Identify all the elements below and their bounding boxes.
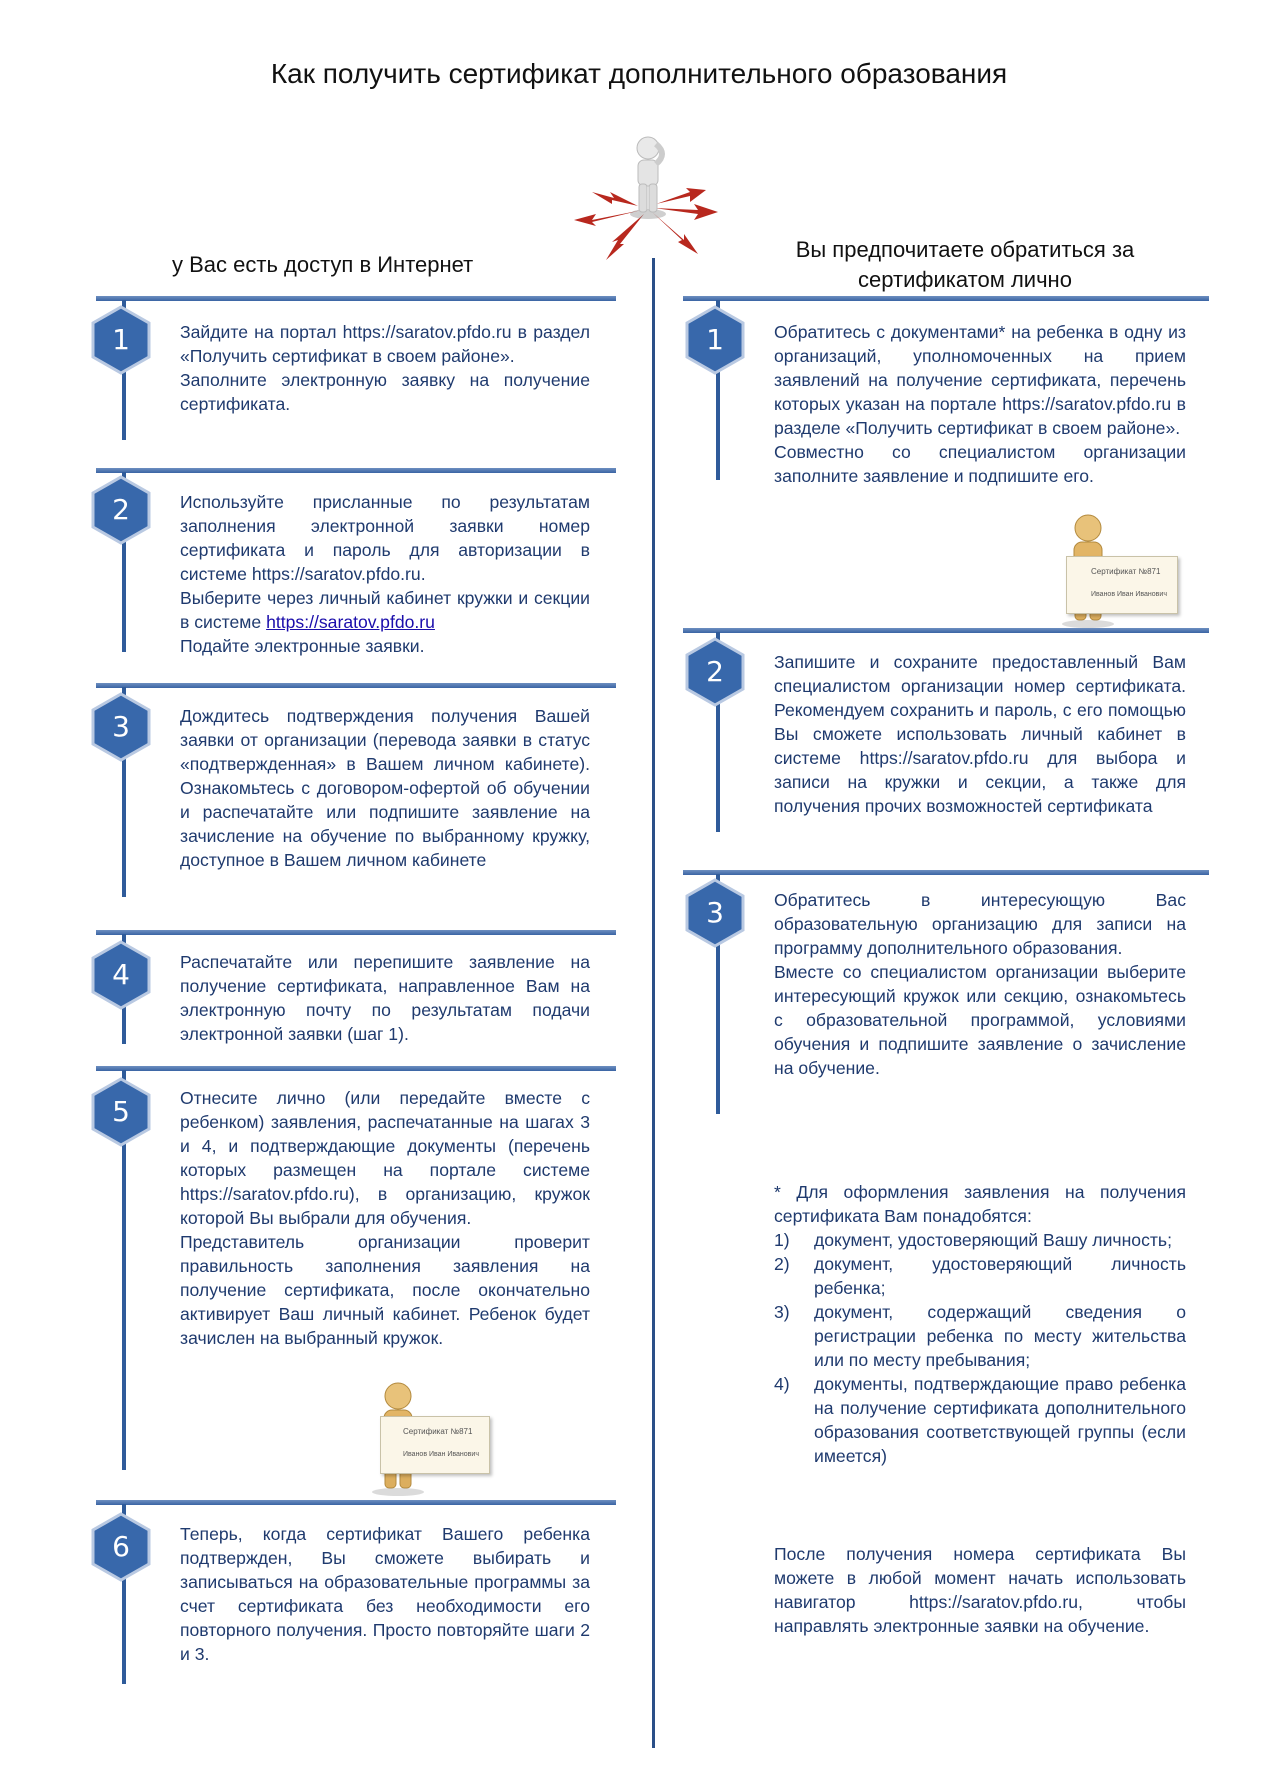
step-number-badge xyxy=(90,940,152,1010)
left-step-4-text xyxy=(180,950,590,1046)
right-step-2-text xyxy=(774,650,1186,818)
step-paragraph: Подайте электронные заявки. xyxy=(180,636,425,656)
step-number-badge xyxy=(90,1077,152,1147)
section-divider xyxy=(96,683,616,688)
step-number-badge xyxy=(90,692,152,762)
left-column-heading: у Вас есть доступ в Интернет xyxy=(172,252,474,277)
section-divider xyxy=(96,930,616,935)
section-divider xyxy=(96,1500,616,1505)
left-step-3-text xyxy=(180,704,590,872)
section-divider xyxy=(96,296,616,301)
step-paragraph: Отнесите лично (или передайте вместе с ребенком) заявления, распечатанные на шагах 3 и 4, и подтверждающие документы (перечень которых размещен на портале системе https://saratov.pfdo.ru), в организацию, кружок которой Вы выбрали для обучения. xyxy=(180,1088,590,1228)
certificate-title: Сертификат №871 xyxy=(1091,567,1161,576)
step-paragraph: Дождитесь подтверждения получения Вашей заявки от организации (перевода заявки в статус «подтвержденная» в Вашем личном кабинете). Ознакомьтесь с договором-офертой об обучении и распечатайте или подпишите заявление на зачисление на обучение по выбранному кружку, доступное в Вашем личном кабинете xyxy=(180,706,590,870)
documents-list xyxy=(774,1228,1186,1468)
step-number-badge xyxy=(90,305,152,375)
certificate-title: Сертификат №871 xyxy=(403,1427,473,1436)
step-paragraph: Распечатайте или перепишите заявление на получение сертификата, направленное Вам на электронную почту по результатам подачи электронной заявки (шаг 1). xyxy=(180,952,590,1044)
left-step-2-text xyxy=(180,490,590,658)
step-number-badge xyxy=(684,878,746,948)
documents-note xyxy=(774,1180,1186,1468)
step-number: 4 xyxy=(112,958,130,991)
step-number-badge xyxy=(90,1512,152,1582)
portal-link[interactable]: https://saratov.pfdo.ru xyxy=(266,612,435,632)
step-number: 6 xyxy=(112,1530,130,1563)
section-divider xyxy=(683,296,1209,301)
step-paragraph: Теперь, когда сертификат Вашего ребенка подтвержден, Вы сможете выбирать и записываться на образовательные программы за счет сертификата без необходимости его повторного получения. Просто повторяйте шаги 2 и 3. xyxy=(180,1524,590,1664)
left-step-6-text xyxy=(180,1522,590,1666)
step-number: 2 xyxy=(112,493,130,526)
section-divider xyxy=(96,1066,616,1071)
step-number-badge xyxy=(684,305,746,375)
right-step-1-text xyxy=(774,320,1186,488)
right-step-3-text xyxy=(774,888,1186,1080)
step-paragraph: Зайдите на портал https://saratov.pfdo.ru в раздел «Получить сертификат в своем районе». xyxy=(180,322,590,366)
left-step-1-text xyxy=(180,320,590,416)
section-divider xyxy=(683,628,1209,633)
step-paragraph: Выберите через личный кабинет кружки и секции в системе xyxy=(180,588,590,632)
section-divider xyxy=(96,468,616,473)
list-item: 2) документ, удостоверяющий личность ребенка; xyxy=(774,1254,1186,1298)
step-number: 3 xyxy=(112,710,130,743)
thinking-person-icon xyxy=(572,132,722,264)
certificate-card xyxy=(1066,556,1178,614)
certificate-owner: Иванов Иван Иванович xyxy=(1091,591,1167,598)
list-item: 3) документ, содержащий сведения о регистрации ребенка по месту жительства или по месту пребывания; xyxy=(774,1302,1186,1370)
section-divider xyxy=(683,870,1209,875)
certificate-card xyxy=(380,1416,490,1474)
step-number: 3 xyxy=(706,896,724,929)
note-intro: * Для оформления заявления на получения сертификата Вам понадобятся: xyxy=(774,1182,1186,1226)
list-item: 4) документы, подтверждающие право ребенка на получение сертификата дополнительного образования соответствующей группы (если имеется) xyxy=(774,1374,1186,1466)
step-number: 1 xyxy=(706,323,724,356)
step-number: 1 xyxy=(112,323,130,356)
step-number-badge xyxy=(90,475,152,545)
step-paragraph: Совместно со специалистом организации заполните заявление и подпишите его. xyxy=(774,442,1186,486)
step-paragraph: Используйте присланные по результатам заполнения электронной заявки номер сертификата и пароль для авторизации в системе https://saratov.pfdo.ru. xyxy=(180,492,590,584)
step-paragraph: Представитель организации проверит правильность заполнения заявления на получение сертификата, после окончательно активирует Ваш личный кабинет. Ребенок будет зачислен на выбранный кружок. xyxy=(180,1232,590,1348)
certificate-owner: Иванов Иван Иванович xyxy=(403,1451,479,1458)
right-column-heading: Вы предпочитаете обратиться за сертификатом лично xyxy=(795,237,1135,292)
step-paragraph: Обратитесь в интересующую Вас образовательную организацию для записи на программу дополнительного образования. xyxy=(774,890,1186,958)
step-number: 2 xyxy=(706,655,724,688)
step-number-badge xyxy=(684,637,746,707)
left-step-5-text xyxy=(180,1086,590,1350)
step-paragraph: Запишите и сохраните предоставленный Вам специалистом организации номер сертификата. Рекомендуем сохранить и пароль, с его помощью Вы сможете использовать личный кабинет в системе https://saratov.pfdo.ru для выбора и записи на кружки и секции, а также для получения прочих возможностей сертификата xyxy=(774,652,1186,816)
after-text: После получения номера сертификата Вы можете в любой момент начать использовать навигатор https://saratov.pfdo.ru, чтобы направлять электронные заявки на обучение. xyxy=(774,1544,1186,1636)
step-number: 5 xyxy=(112,1095,130,1128)
step-paragraph: Вместе со специалистом организации выберите интересующий кружок или секцию, ознакомьтесь с образовательной программой, условиями обучения и подпишите заявление о зачисление на обучение. xyxy=(774,962,1186,1078)
list-item: 1) документ, удостоверяющий Вашу личность; xyxy=(774,1230,1172,1250)
page-title: Как получить сертификат дополнительного образования xyxy=(270,58,1008,89)
step-paragraph: Заполните электронную заявку на получение сертификата. xyxy=(180,370,590,414)
step-paragraph: Обратитесь с документами* на ребенка в одну из организаций, уполномоченных на прием заявлений на получение сертификата, перечень которых указан на портале https://saratov.pfdo.ru в разделе «Получить сертификат в своем районе». xyxy=(774,322,1186,438)
center-divider-line xyxy=(652,258,655,1748)
